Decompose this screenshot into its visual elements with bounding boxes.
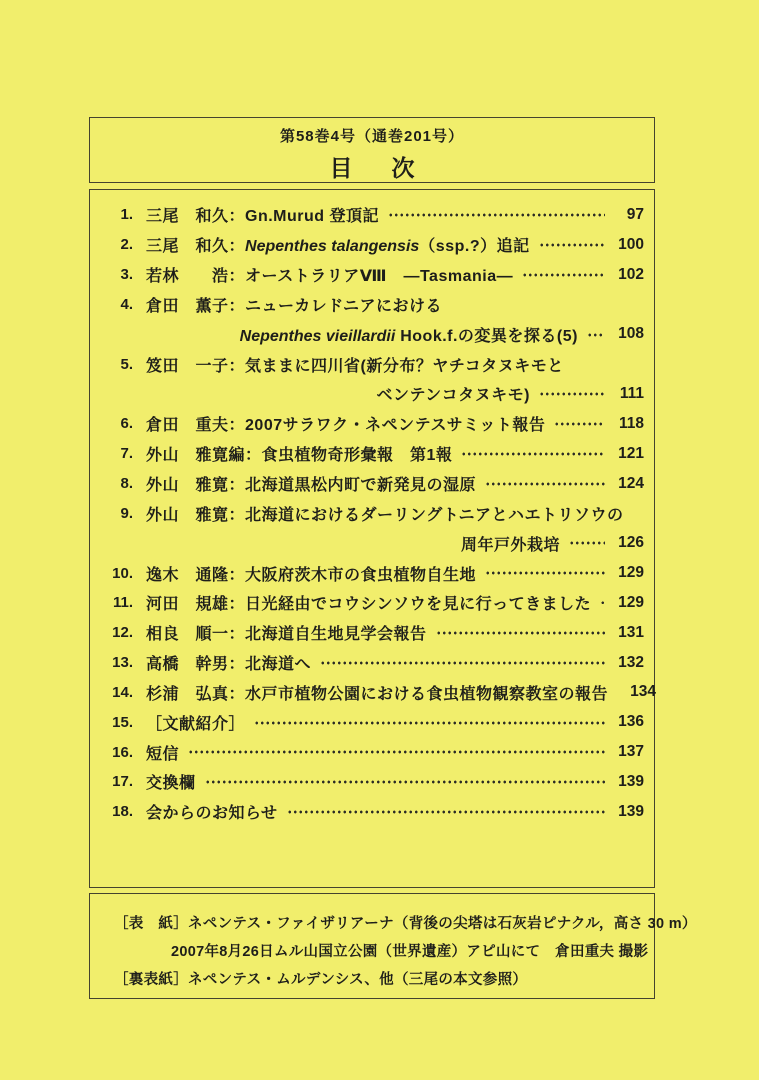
toc-entry-number: 16. (112, 743, 133, 761)
toc-entry (90, 648, 654, 678)
toc-entry-number: 3. (120, 266, 133, 284)
dot-leader (461, 439, 605, 469)
dot-leader (539, 379, 605, 409)
toc-entry-page: 139 (618, 802, 644, 820)
dot-leader (320, 648, 605, 678)
toc-entry-text: 外山 雅寛：北海道におけるダーリングトニアとハエトリソウの (146, 506, 624, 524)
toc-entry (90, 498, 654, 528)
toc-entry (90, 588, 654, 618)
toc-entry (90, 618, 654, 648)
toc-entry (90, 260, 654, 290)
toc-entry-page: 131 (618, 623, 644, 641)
toc-entry-number: 11. (112, 594, 133, 612)
toc-entry-text: 倉田 重夫：2007サラワク・ネペンテスサミット報告 (146, 417, 546, 435)
toc-entry (90, 707, 654, 737)
toc-entry-number: 17. (112, 773, 133, 791)
filler (451, 290, 637, 320)
front-cover-note-line1: ［表 紙］ネペンテス・ファイザリアーナ（背後の尖塔は石灰岩ピナクル，高さ 30 m） (114, 916, 697, 932)
toc-entry-page: 139 (618, 772, 644, 790)
toc-entry-page: 121 (618, 444, 644, 462)
toc-box (89, 189, 655, 888)
toc-entry-number: 4. (120, 295, 133, 313)
toc-entry-page: 134 (630, 683, 657, 701)
toc-entry-page: 132 (618, 653, 644, 671)
toc-entry-page: 111 (619, 384, 644, 402)
toc-entry (90, 797, 654, 827)
dot-leader (205, 767, 605, 797)
toc-entry-number: 1. (120, 206, 133, 224)
toc-entry-text: Nepenthes vieillardii Hook.f.の変異を探る(5) (239, 327, 578, 345)
dot-leader (485, 558, 605, 588)
toc-entry-number: 18. (112, 803, 133, 821)
toc-entry (90, 737, 654, 767)
toc-entry-text: 三尾 和久：Nepenthes talangensis（ssp.?）追記 (146, 238, 530, 256)
toc-entry-number: 6. (120, 415, 133, 433)
toc-entry (90, 678, 657, 708)
back-cover-note: ［裏表紙］ネペンテス・ムルデンシス、他（三尾の本文参照） (114, 972, 528, 988)
toc-entry-page: 100 (618, 235, 644, 253)
dot-leader (254, 707, 605, 737)
header-box (89, 117, 655, 183)
toc-entry-text: 杉浦 弘真：水戸市植物公園における食虫植物観察教室の報告 (146, 685, 609, 703)
toc-entry-page: 136 (618, 713, 644, 731)
toc-entry-page: 102 (618, 265, 644, 283)
dot-leader (287, 797, 605, 827)
toc-entry (90, 290, 654, 320)
toc-entry-text: 外山 雅寛編：食虫植物奇形彙報 第1報 (146, 447, 453, 465)
toc-entry-text: ベンテンコタヌキモ) (376, 387, 530, 405)
toc-entry-continuation (90, 319, 654, 349)
toc-entry-text: ［文献紹介］ (146, 715, 246, 733)
toc-entry-number: 2. (120, 236, 133, 254)
toc-entry-number: 5. (120, 355, 133, 373)
toc-entry-number: 8. (120, 475, 133, 493)
toc-entry-number: 13. (112, 654, 133, 672)
toc-entry-text: 逸木 通隆：大阪府茨木市の食虫植物自生地 (146, 566, 477, 584)
cover-notes-box (89, 893, 697, 999)
toc-entry-text: 交換欄 (146, 775, 196, 793)
toc-entry (90, 439, 654, 469)
toc-title: 目 次 (329, 155, 423, 181)
toc-entry (90, 200, 654, 230)
toc-entry-text: 相良 順一：北海道自生地見学会報告 (146, 626, 427, 644)
toc-entry-text: 三尾 和久：Gn.Murud 登頂記 (146, 208, 380, 226)
toc-entry-continuation (90, 379, 654, 409)
toc-entry-continuation (90, 528, 654, 558)
toc-entry-number: 15. (112, 713, 133, 731)
toc-entry-number: 9. (120, 504, 133, 522)
toc-entry-number: 12. (112, 624, 133, 642)
toc-entry-text: 笈田 一子：気ままに四川省(新分布？ヤチコタヌキモと (146, 357, 564, 375)
toc-entry (90, 469, 654, 499)
toc-entry-page: 137 (618, 743, 644, 761)
front-cover-note-line2: 2007年8月26日ムル山国立公園（世界遺産）アピ山にて 倉田重夫 撮影 (171, 944, 649, 960)
dot-leader (188, 737, 605, 767)
toc-entry-page: 129 (618, 564, 644, 582)
toc-entry (90, 558, 654, 588)
dot-leader (485, 469, 605, 499)
issue-label: 第58巻4号（通巻201号） (279, 128, 465, 145)
dot-leader (522, 260, 605, 290)
toc-entry-number: 7. (120, 445, 133, 463)
toc-entry (90, 767, 654, 797)
toc-list (90, 200, 657, 827)
toc-entry-text: 短信 (146, 745, 180, 763)
toc-entry-page: 108 (618, 325, 644, 343)
filler (573, 349, 637, 379)
dot-leader (539, 230, 605, 260)
toc-entry (90, 349, 654, 379)
toc-entry-page: 124 (618, 474, 644, 492)
toc-entry (90, 409, 654, 439)
dot-leader (587, 319, 605, 349)
toc-entry-number: 14. (112, 683, 133, 701)
toc-entry-text: 外山 雅寛：北海道黒松内町で新発見の湿原 (146, 477, 477, 495)
dot-leader (569, 528, 605, 558)
filler (633, 498, 637, 528)
toc-entry-text: 高橋 幹男：北海道へ (146, 656, 312, 674)
toc-entry (90, 230, 654, 260)
dot-leader (600, 588, 605, 618)
toc-entry-number: 10. (112, 564, 133, 582)
toc-entry-page: 118 (618, 414, 644, 432)
dot-leader (436, 618, 605, 648)
toc-entry-page: 126 (618, 534, 644, 552)
dot-leader (388, 200, 605, 230)
toc-entry-text: 若林 浩：オーストラリアⅧ —Tasmania— (146, 268, 514, 286)
toc-entry-text: 会からのお知らせ (146, 805, 278, 823)
toc-entry-text: 河田 規雄：日光経由でコウシンソウを見に行ってきました (146, 596, 592, 614)
toc-entry-text: 倉田 薫子：ニューカレドニアにおける (146, 297, 443, 315)
toc-entry-page: 129 (618, 593, 644, 611)
toc-entry-page: 97 (626, 205, 644, 223)
dot-leader (554, 409, 605, 439)
toc-entry-text: 周年戸外栽培 (460, 536, 560, 554)
